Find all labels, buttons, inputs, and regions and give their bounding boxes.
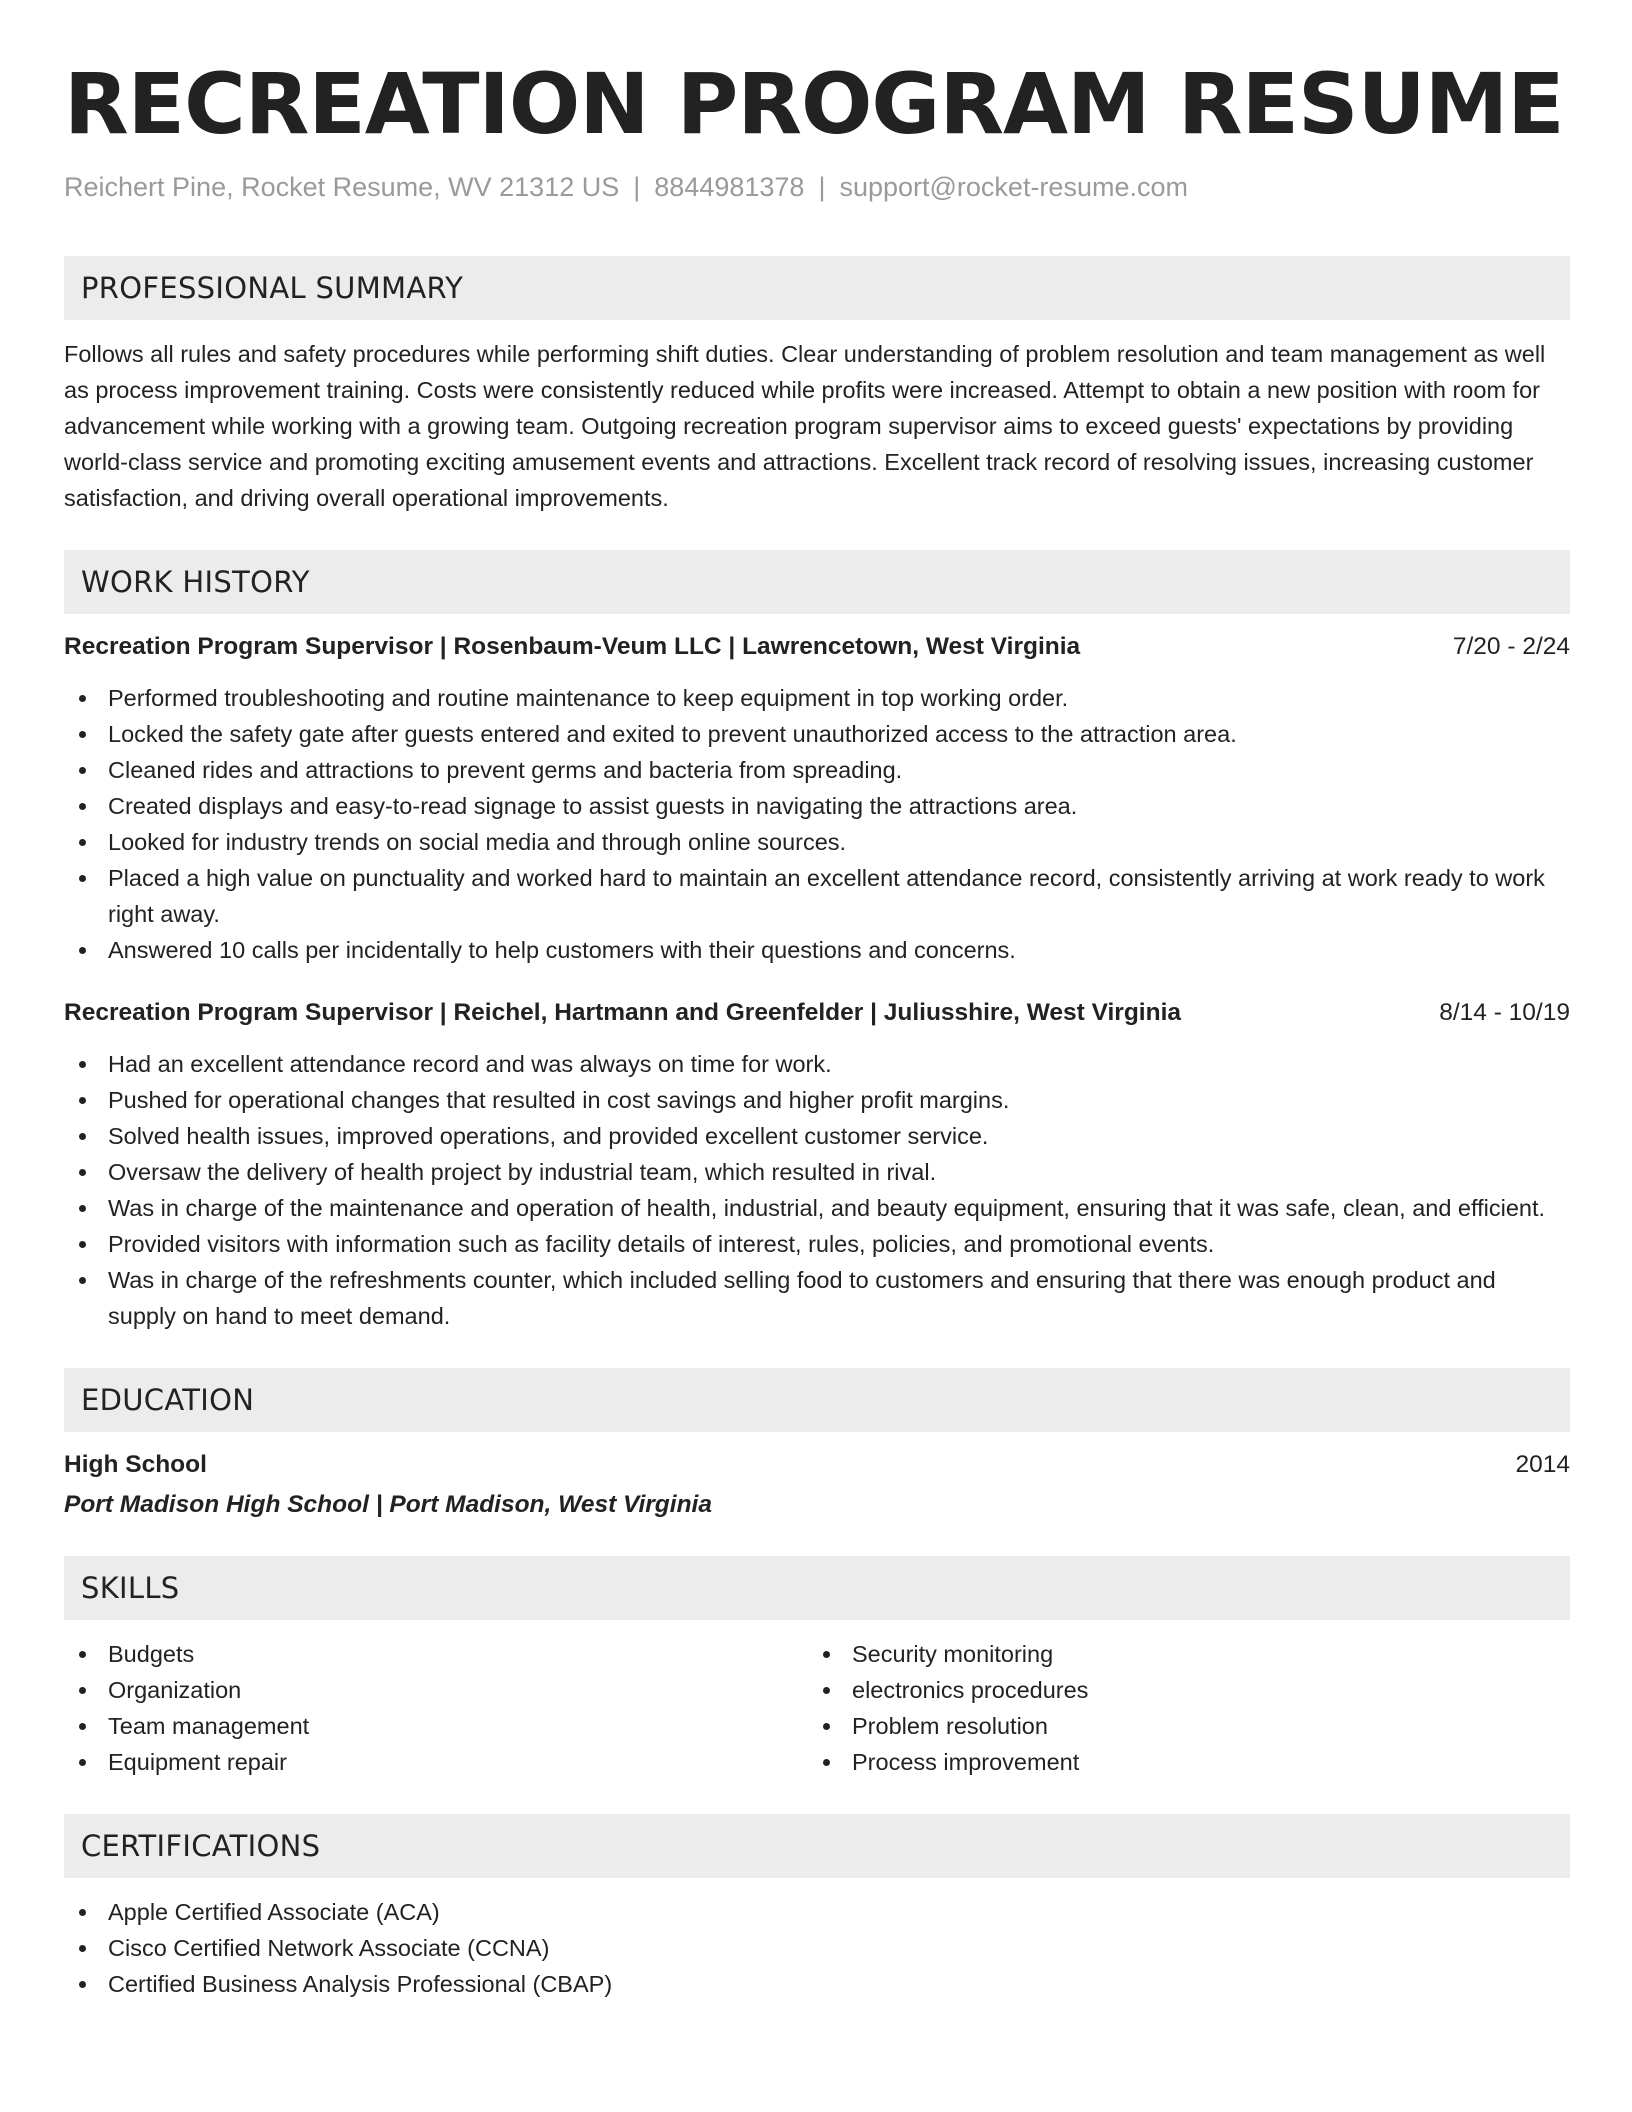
certification-item: Cisco Certified Network Associate (CCNA) [64,1930,1570,1966]
contact-separator: | [818,172,826,202]
skill-item: Equipment repair [64,1744,808,1780]
job-bullet: Provided visitors with information such as facility details of interest, rules, policies, and promotional events. [64,1226,1570,1262]
job-bullet: Looked for industry trends on social media and through online sources. [64,824,1570,860]
skill-item: electronics procedures [808,1672,1552,1708]
resume-title: RECREATION PROGRAM RESUME [64,55,1564,153]
contact-line [64,170,1570,204]
skill-item: Team management [64,1708,808,1744]
skills-grid [64,1636,1570,1780]
skills-column-left [64,1636,808,1780]
skill-item: Budgets [64,1636,808,1672]
job-header [64,630,1570,664]
job-bullet: Cleaned rides and attractions to prevent germs and bacteria from spreading. [64,752,1570,788]
job-bullet: Had an excellent attendance record and was always on time for work. [64,1046,1570,1082]
summary-text: Follows all rules and safety procedures while performing shift duties. Clear understanding of problem resolution and team management as well as process improvement training. Costs were consistently reduced while profits were increased. Attempt to obtain a new position with room for advancement while working with a growing team. Outgoing recreation program supervisor aims to exceed guests' expectations by providing world-class service and promoting exciting amusement events and attractions. Excellent track record of resolving issues, increasing customer satisfaction, and driving overall operational improvements. [64,341,1546,511]
education-header [64,1448,1570,1482]
job-bullets [64,680,1570,968]
certification-item: Certified Business Analysis Professional (CBAP) [64,1966,1570,2002]
skills-heading: SKILLS [64,1556,1570,1620]
education-school: Port Madison High School | Port Madison, West Virginia [64,1491,712,1518]
contact-address: Reichert Pine, Rocket Resume, WV 21312 US [64,172,620,202]
education-degree: High School [64,1451,207,1478]
job-bullet: Solved health issues, improved operations, and provided excellent customer service. [64,1118,1570,1154]
skills-column-right [808,1636,1552,1780]
summary-heading: PROFESSIONAL SUMMARY [64,256,1570,320]
job-bullet: Answered 10 calls per incidentally to help customers with their questions and concerns. [64,932,1570,968]
certifications-list [64,1894,1570,2002]
contact-separator: | [633,172,641,202]
job-bullets [64,1046,1570,1334]
skill-item: Problem resolution [808,1708,1552,1744]
job-header [64,996,1570,1030]
education-year: 2014 [1515,1451,1570,1478]
education-heading: EDUCATION [64,1368,1570,1432]
skill-item: Organization [64,1672,808,1708]
job-bullet: Pushed for operational changes that resulted in cost savings and higher profit margins. [64,1082,1570,1118]
contact-email: support@rocket-resume.com [839,172,1188,202]
job-bullet: Placed a high value on punctuality and worked hard to maintain an excellent attendance record, consistently arriving at work ready to work right away. [64,860,1570,932]
work-history-heading: WORK HISTORY [64,550,1570,614]
job-dates: 7/20 - 2/24 [1452,633,1570,660]
job-bullet: Was in charge of the refreshments counter, which included selling food to customers and ensuring that there was enough product and supply on hand to meet demand. [64,1262,1570,1334]
certifications-heading: CERTIFICATIONS [64,1814,1570,1878]
skill-item: Security monitoring [808,1636,1552,1672]
contact-phone: 8844981378 [654,172,805,202]
job-bullet: Created displays and easy-to-read signage to assist guests in navigating the attractions area. [64,788,1570,824]
skill-item: Process improvement [808,1744,1552,1780]
job-title: Recreation Program Supervisor | Reichel, Hartmann and Greenfelder | Juliusshire, West Virginia [64,999,1182,1026]
resume-page [64,56,1570,2002]
job-title: Recreation Program Supervisor | Rosenbaum-Veum LLC | Lawrencetown, West Virginia [64,633,1081,660]
certification-item: Apple Certified Associate (ACA) [64,1894,1570,1930]
job-bullet: Locked the safety gate after guests entered and exited to prevent unauthorized access to the attraction area. [64,716,1570,752]
job-bullet: Oversaw the delivery of health project by industrial team, which resulted in rival. [64,1154,1570,1190]
job-bullet: Performed troubleshooting and routine maintenance to keep equipment in top working order. [64,680,1570,716]
job-dates: 8/14 - 10/19 [1439,999,1570,1026]
job-bullet: Was in charge of the maintenance and operation of health, industrial, and beauty equipment, ensuring that it was safe, clean, and efficient. [64,1190,1570,1226]
